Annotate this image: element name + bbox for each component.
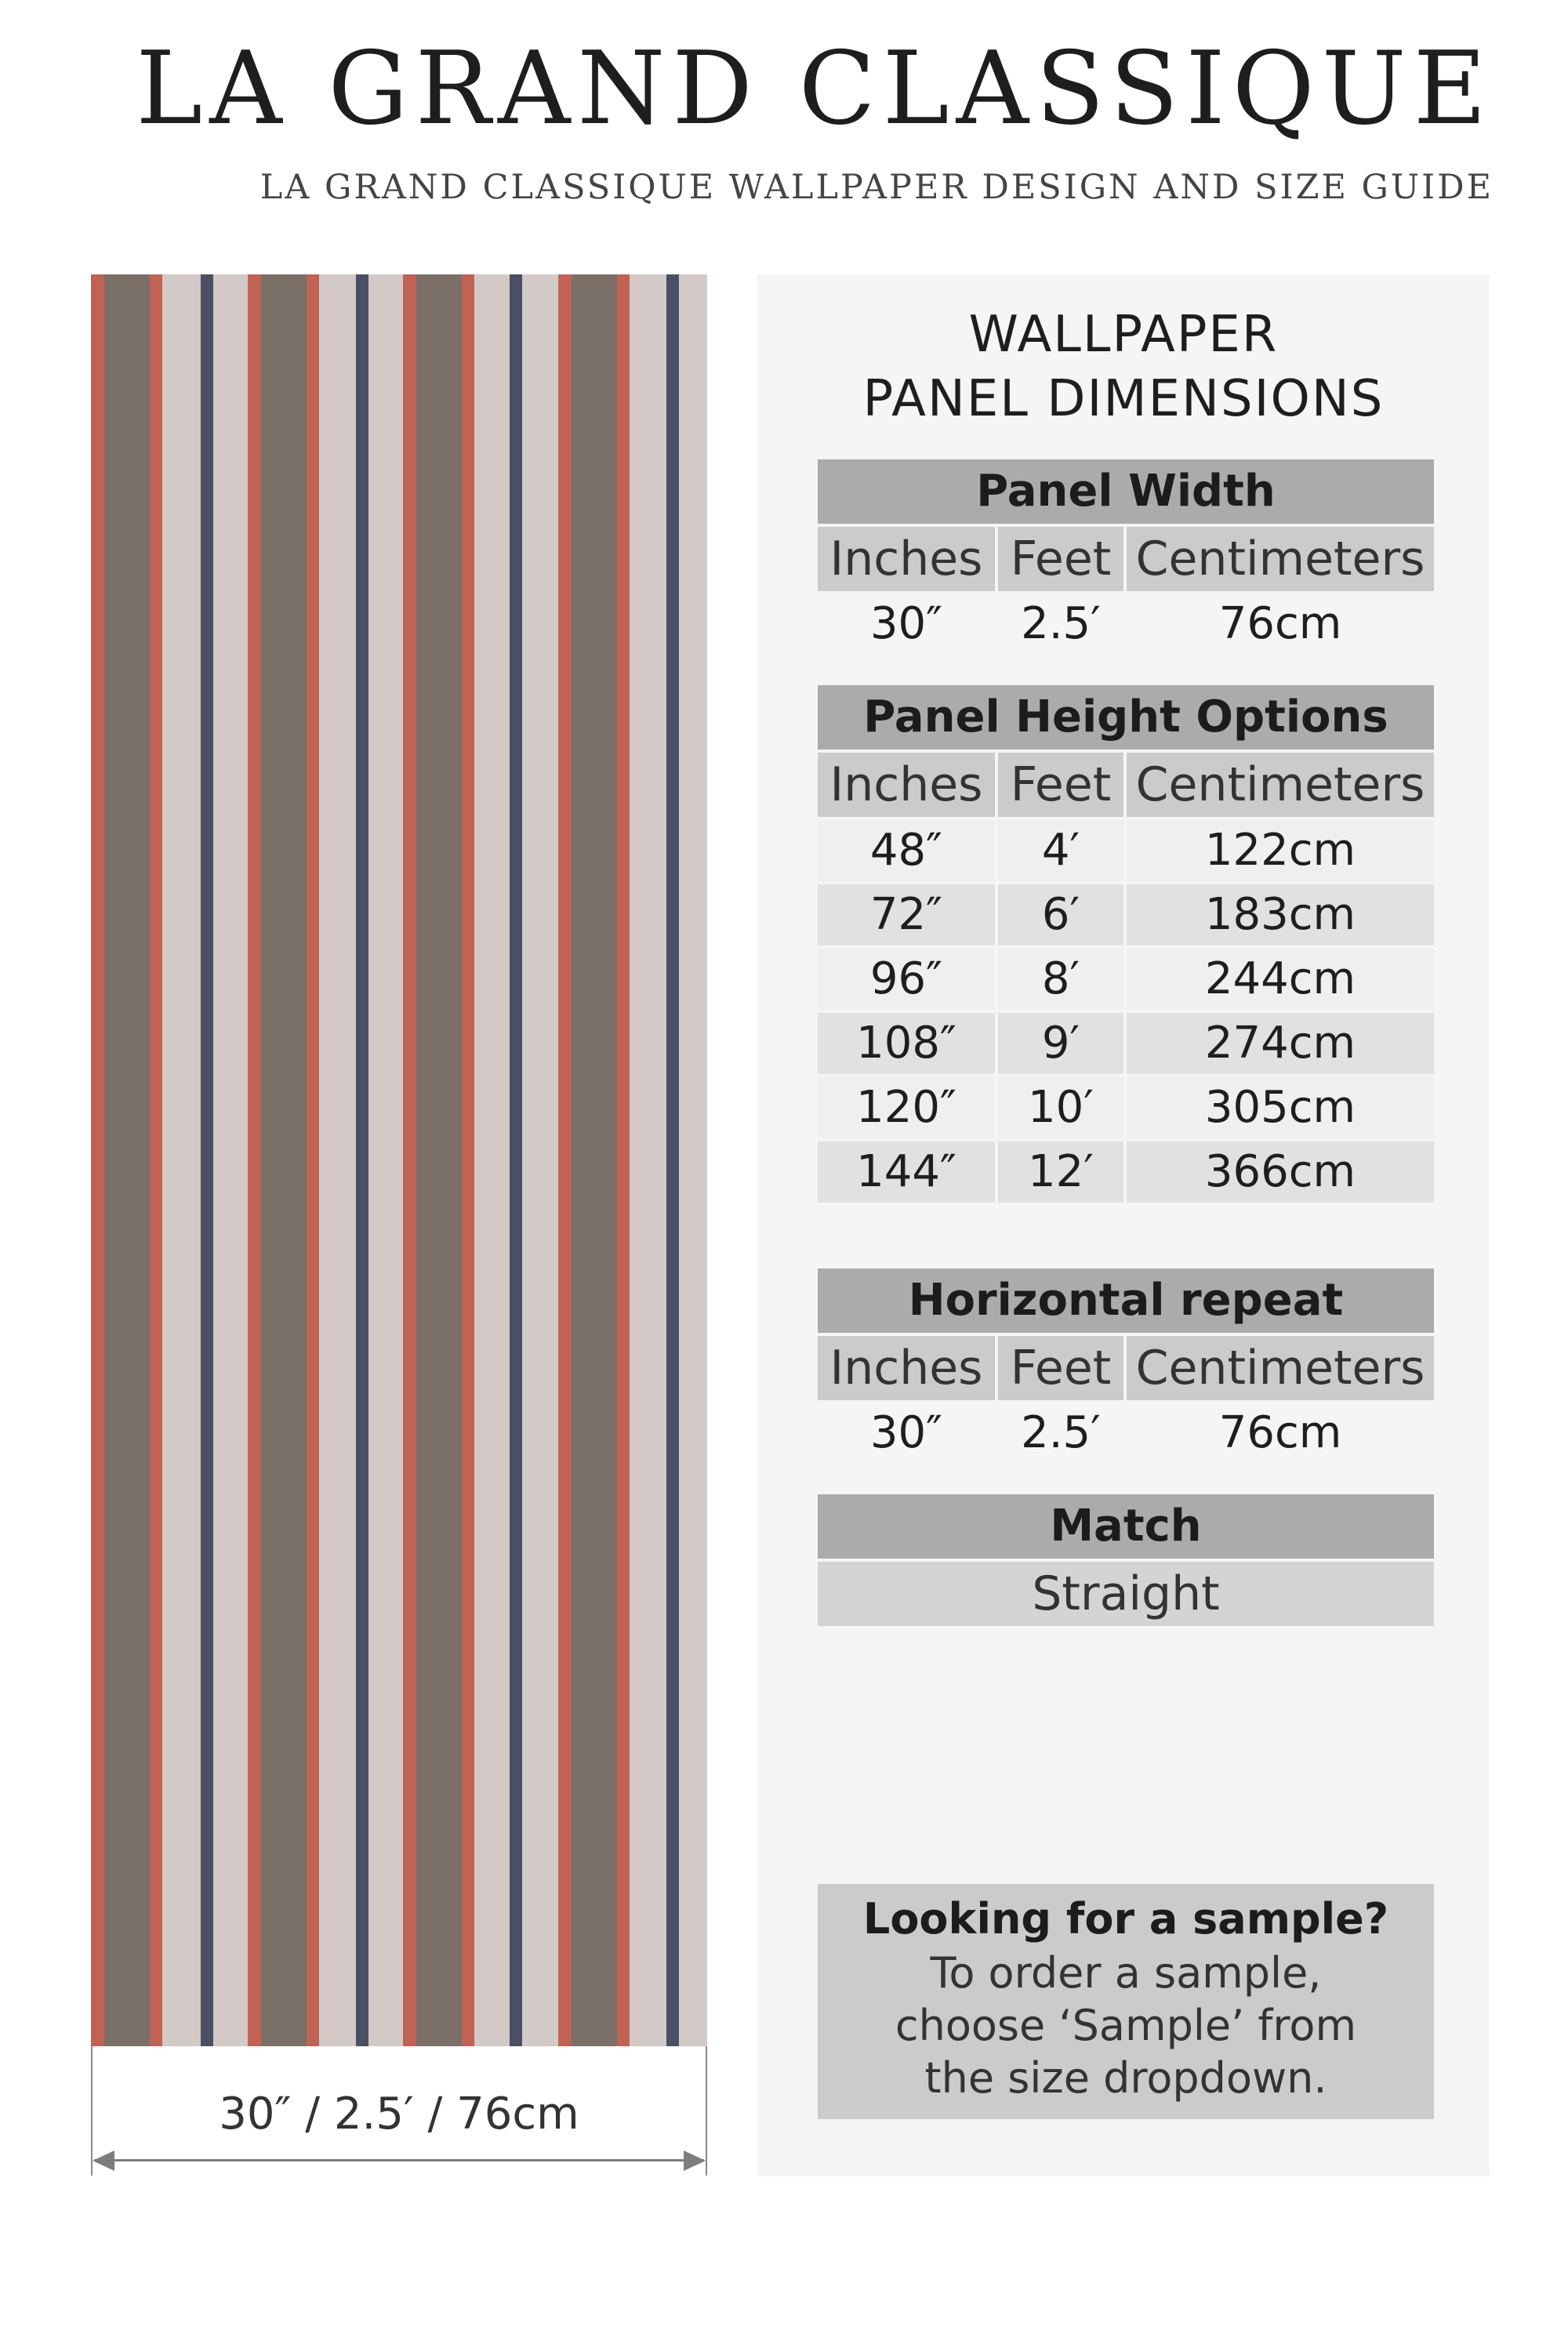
match-section bbox=[818, 1494, 1434, 1626]
height-centimeters: 274cm bbox=[1127, 1013, 1434, 1074]
horizontal-repeat-table bbox=[818, 1336, 1434, 1463]
height-centimeters: 305cm bbox=[1127, 1077, 1434, 1138]
horizontal-repeat-title: Horizontal repeat bbox=[818, 1269, 1434, 1333]
wide-stripe bbox=[572, 274, 617, 2046]
navy-stripe bbox=[510, 274, 522, 2046]
height-feet: 12′ bbox=[998, 1142, 1123, 1203]
sample-text-line: the size dropdown. bbox=[924, 2053, 1327, 2103]
page-subtitle: LA GRAND CLASSIQUE WALLPAPER DESIGN AND SIZE GUIDE bbox=[260, 168, 1494, 207]
height-centimeters: 122cm bbox=[1127, 820, 1434, 881]
width-centimeters: 76cm bbox=[1218, 598, 1342, 649]
navy-stripe bbox=[666, 274, 679, 2046]
panel-width-label: 30″ / 2.5′ / 76cm bbox=[219, 2089, 579, 2140]
panel-width-section bbox=[818, 459, 1434, 654]
panel-width-dimension bbox=[91, 2046, 707, 2180]
accent-stripe bbox=[462, 274, 474, 2046]
column-header-feet: Feet bbox=[998, 527, 1123, 591]
height-inches: 72″ bbox=[818, 884, 995, 946]
sample-text-line: choose ‘Sample’ from bbox=[895, 2001, 1357, 2050]
arrow-right-icon bbox=[684, 2151, 706, 2171]
wide-stripe bbox=[416, 274, 462, 2046]
wallpaper-panel-preview bbox=[91, 274, 707, 2046]
sample-text-line: To order a sample, bbox=[930, 1948, 1322, 1998]
panel-width-table bbox=[818, 527, 1434, 654]
wide-stripe bbox=[261, 274, 307, 2046]
info-heading-line2: PANEL DIMENSIONS bbox=[862, 370, 1385, 428]
column-header-centimeters: Centimeters bbox=[1127, 527, 1434, 591]
page-title: LA GRAND CLASSIQUE bbox=[136, 31, 1494, 147]
height-inches: 144″ bbox=[818, 1142, 995, 1203]
height-feet: 4′ bbox=[998, 820, 1123, 881]
height-feet: 9′ bbox=[998, 1013, 1123, 1074]
height-feet: 8′ bbox=[998, 949, 1123, 1010]
panel-width-title: Panel Width bbox=[818, 459, 1434, 524]
height-inches: 108″ bbox=[818, 1013, 995, 1074]
height-centimeters: 183cm bbox=[1127, 884, 1434, 946]
width-feet: 2.5′ bbox=[1021, 598, 1101, 649]
wide-stripe bbox=[104, 274, 150, 2046]
panel-height-table bbox=[818, 753, 1434, 1206]
height-centimeters: 366cm bbox=[1127, 1142, 1434, 1203]
column-header-centimeters: Centimeters bbox=[1127, 753, 1434, 817]
height-inches: 96″ bbox=[818, 949, 995, 1010]
accent-stripe bbox=[307, 274, 319, 2046]
accent-stripe bbox=[403, 274, 416, 2046]
panel-height-section bbox=[818, 685, 1434, 1206]
horizontal-repeat-section bbox=[818, 1269, 1434, 1463]
panel-height-title: Panel Height Options bbox=[818, 685, 1434, 750]
dimensions-info-box bbox=[757, 274, 1490, 2176]
width-inches: 30″ bbox=[869, 598, 943, 649]
column-header-centimeters: Centimeters bbox=[1127, 1336, 1434, 1400]
height-feet: 6′ bbox=[998, 884, 1123, 946]
column-header-inches: Inches bbox=[818, 527, 995, 591]
repeat-inches: 30″ bbox=[869, 1407, 943, 1458]
accent-stripe bbox=[558, 274, 572, 2046]
accent-stripe bbox=[150, 274, 162, 2046]
column-header-feet: Feet bbox=[998, 753, 1123, 817]
sample-callout bbox=[818, 1884, 1434, 2119]
match-title: Match bbox=[818, 1494, 1434, 1559]
column-header-inches: Inches bbox=[818, 1336, 995, 1400]
dimension-line bbox=[94, 2159, 704, 2161]
sample-title: Looking for a sample? bbox=[862, 1894, 1389, 1944]
arrow-left-icon bbox=[93, 2151, 114, 2171]
column-header-inches: Inches bbox=[818, 753, 995, 817]
info-heading bbox=[757, 303, 1490, 431]
height-centimeters: 244cm bbox=[1127, 949, 1434, 1010]
match-value: Straight bbox=[818, 1562, 1434, 1626]
height-inches: 120″ bbox=[818, 1077, 995, 1138]
info-heading-line1: WALLPAPER bbox=[968, 306, 1279, 364]
height-inches: 48″ bbox=[818, 820, 995, 881]
height-feet: 10′ bbox=[998, 1077, 1123, 1138]
repeat-centimeters: 76cm bbox=[1218, 1407, 1342, 1458]
accent-stripe bbox=[91, 274, 104, 2046]
column-header-feet: Feet bbox=[998, 1336, 1123, 1400]
accent-stripe bbox=[617, 274, 630, 2046]
repeat-feet: 2.5′ bbox=[1021, 1407, 1101, 1458]
navy-stripe bbox=[201, 274, 213, 2046]
accent-stripe bbox=[248, 274, 261, 2046]
navy-stripe bbox=[356, 274, 368, 2046]
